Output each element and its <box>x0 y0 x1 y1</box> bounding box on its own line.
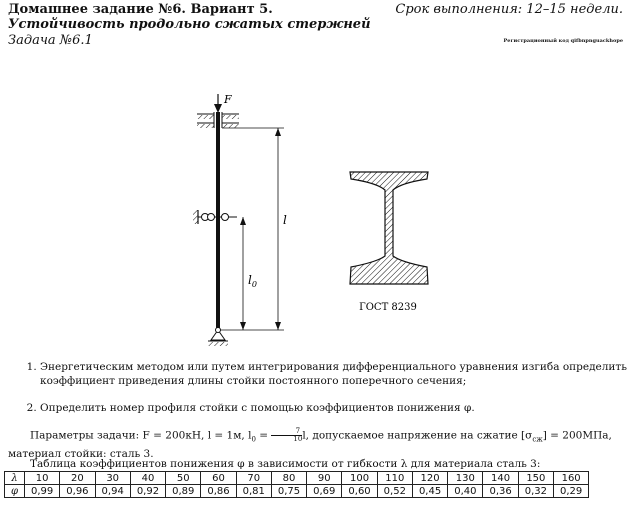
middle-hinge-support <box>193 210 237 224</box>
params-sigma-index: сж <box>532 435 543 444</box>
registration-code: Регистрационный код qifbnpnguackhope <box>503 38 623 44</box>
phi-cell: 0,36 <box>483 485 518 498</box>
params-fraction <box>271 428 302 443</box>
lambda-cell: 130 <box>448 472 483 485</box>
lambda-cell: 90 <box>307 472 342 485</box>
length-label: l <box>283 213 287 227</box>
table-caption: Таблица коэффициентов понижения φ в зависимости от гибкости λ для материала сталь 3: <box>30 458 541 470</box>
effective-length-label: $l_0$ <box>248 273 257 289</box>
task-items <box>18 360 629 428</box>
fraction-numerator: 7 <box>271 428 302 436</box>
phi-cell: 0,75 <box>271 485 306 498</box>
task-number: Задача №6.1 <box>8 33 93 48</box>
phi-cell: 0,89 <box>166 485 201 498</box>
phi-cell: 0,45 <box>412 485 447 498</box>
lambda-row <box>5 472 589 485</box>
phi-cell: 0,52 <box>377 485 412 498</box>
params-suffix: ] = 200МПа, материал стойки: сталь 3. <box>8 429 612 460</box>
lambda-cell: 40 <box>130 472 165 485</box>
phi-cell: 0,40 <box>448 485 483 498</box>
column-figure <box>0 80 629 350</box>
phi-cell: 0,81 <box>236 485 271 498</box>
lambda-cell: 50 <box>166 472 201 485</box>
lambda-cell: 150 <box>518 472 553 485</box>
params-prefix: Параметры задачи: F = 200кН, l = 1м, l <box>30 429 252 442</box>
phi-cell: 0,99 <box>25 485 60 498</box>
phi-row <box>5 485 589 498</box>
lambda-cell: 60 <box>201 472 236 485</box>
lambda-cell: 100 <box>342 472 377 485</box>
lambda-cell: 160 <box>554 472 589 485</box>
column-rod <box>216 112 220 330</box>
lambda-cell: 120 <box>412 472 447 485</box>
force-label: F <box>224 93 232 106</box>
i-beam-section <box>350 172 428 284</box>
phi-cell: 0,86 <box>201 485 236 498</box>
phi-cell: 0,96 <box>60 485 95 498</box>
task-parameters <box>8 428 622 461</box>
phi-cell: 0,60 <box>342 485 377 498</box>
page-title: Домашнее задание №6. Вариант 5. <box>8 2 273 17</box>
lambda-cell: 110 <box>377 472 412 485</box>
gost-label: ГОСТ 8239 <box>359 302 417 313</box>
lambda-cell: 20 <box>60 472 95 485</box>
lambda-header: λ <box>5 472 25 485</box>
effective-length-dimension <box>240 217 246 330</box>
task-item-2: 2. Определить номер профиля стойки с помощью коэффициентов понижения φ. <box>40 401 629 415</box>
deadline-text: Срок выполнения: 12–15 недели. <box>395 2 623 17</box>
phi-cell: 0,92 <box>130 485 165 498</box>
lambda-cell: 70 <box>236 472 271 485</box>
phi-header: φ <box>5 485 25 498</box>
lambda-cell: 80 <box>271 472 306 485</box>
lambda-cell: 140 <box>483 472 518 485</box>
fraction-denominator: 10 <box>293 435 303 443</box>
force-arrow <box>214 94 222 113</box>
phi-cell: 0,69 <box>307 485 342 498</box>
lambda-cell: 10 <box>25 472 60 485</box>
lambda-cell: 30 <box>95 472 130 485</box>
params-equals: = <box>255 429 272 442</box>
phi-cell: 0,29 <box>554 485 589 498</box>
phi-cell: 0,94 <box>95 485 130 498</box>
params-l0-index: 0 <box>251 435 256 444</box>
params-after-fraction: l, допускаемое напряжение на сжатие [σ <box>302 429 533 442</box>
task-item-1: 1. Энергетическим методом или путем интегрирования дифференциального уравнения изгиба определить коэффициент приведения длины стойки постоянного поперечного сечения; <box>40 360 629 388</box>
phi-cell: 0,32 <box>518 485 553 498</box>
coefficient-table <box>4 471 589 498</box>
page-subtitle: Устойчивость продольно сжатых стержней <box>8 17 371 32</box>
length-dimension <box>220 128 284 330</box>
